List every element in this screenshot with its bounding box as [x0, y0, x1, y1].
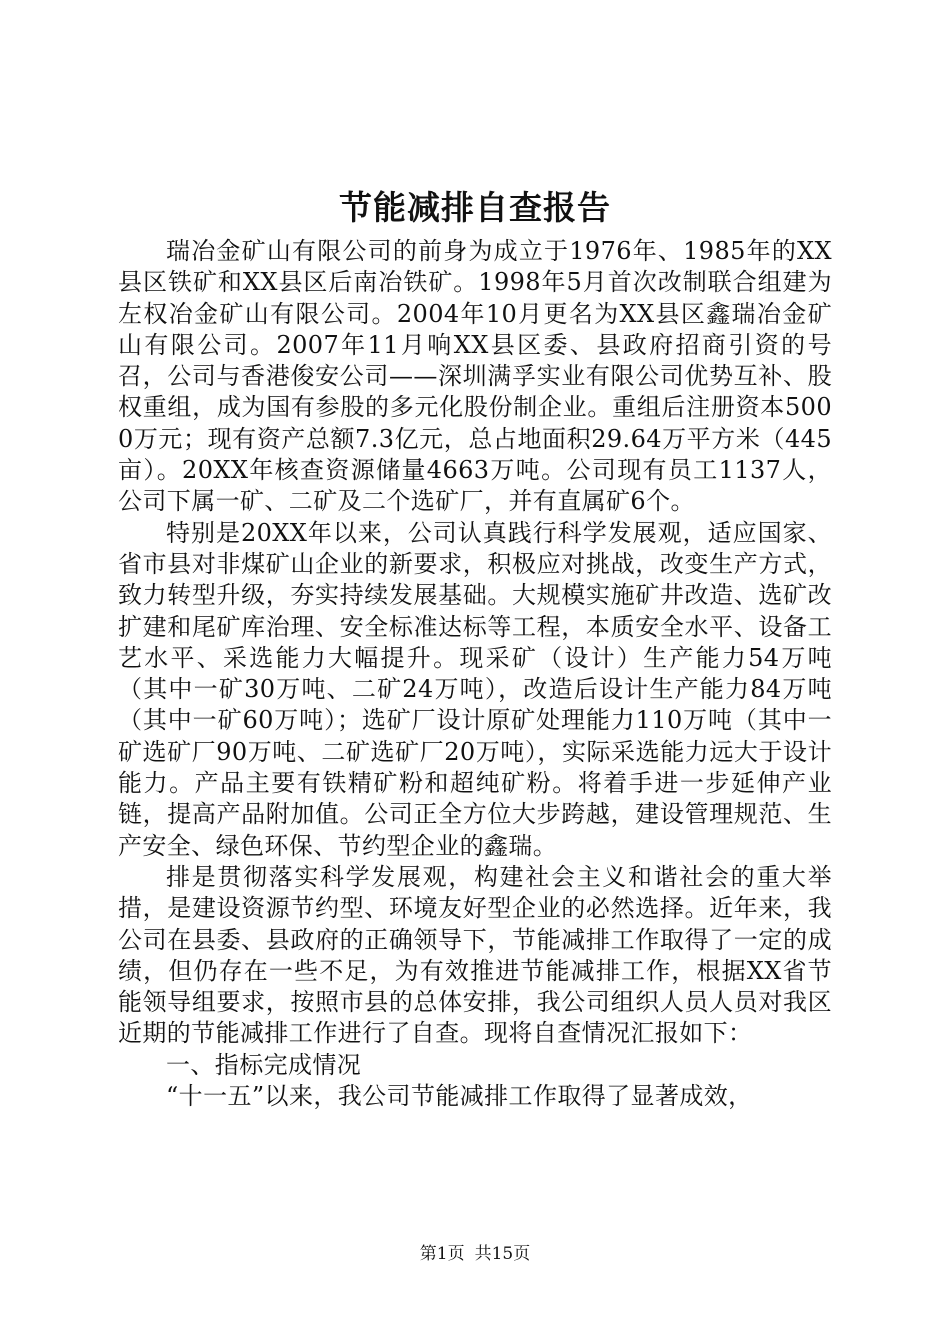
paragraph-development: 特别是20XX年以来，公司认真践行科学发展观，适应国家、省市县对非煤矿山企业的新要求，积极应对挑战，改变生产方式，致力转型升级，夯实持续发展基础。大规模实施矿井改造、选矿改扩建和尾矿库治理、安全标准达标等工程，本质安全水平、设备工艺水平、采选能力大幅提升。现采矿（设计）生产能力54万吨（其中一矿30万吨、二矿24万吨），改造后设计生产能力84万吨（其中一矿60万吨）；选矿厂设计原矿处理能力110万吨（其中一矿选矿厂90万吨、二矿选矿厂20万吨），实际采选能力远大于设计能力。产品主要有铁精矿粉和超纯矿粉。将着手进一步延伸产业链，提高产品附加值。公司正全方位大步跨越，建设管理规范、生产安全、绿色环保、节约型企业的鑫瑞。 — [118, 518, 832, 860]
total-pages: 共15页 — [474, 1244, 531, 1264]
paragraph-company-history: 瑞冶金矿山有限公司的前身为成立于1976年、1985年的XX县区铁矿和XX县区后南冶铁矿。1998年5月首次改制联合组建为左权冶金矿山有限公司。2004年10月更名为XX县区鑫瑞冶金矿山有限公司。2007年11月响XX县区委、县政府招商引资的号召，公司与香港俊安公司——深圳满孚实业有限公司优势互补、股权重组，成为国有参股的多元化股份制企业。重组后注册资本5000万元；现有资产总额7.3亿元，总占地面积29.64万平方米（445亩）。20XX年核查资源储量4663万吨。公司现有员工1137人，公司下属一矿、二矿及二个选矿厂，并有直属矿6个。 — [118, 237, 832, 516]
page-footer — [0, 1242, 950, 1266]
paragraph-energy-saving-intro: 排是贯彻落实科学发展观，构建社会主义和谐社会的重大举措，是建设资源节约型、环境友好型企业的必然选择。近年来，我公司在县委、县政府的正确领导下，节能减排工作取得了一定的成绩，但仍存在一些不足，为有效推进节能减排工作，根据XX省节能领导组要求，按照市县的总体安排，我公司组织人员人员对我区近期的节能减排工作进行了自查。现将自查情况汇报如下： — [118, 862, 832, 1048]
page-number: 第1页 — [419, 1244, 465, 1264]
paragraph-eleventh-five-year: “十一五”以来，我公司节能减排工作取得了显著成效， — [166, 1082, 753, 1111]
document-body — [118, 236, 832, 1112]
document-title: 节能减排自查报告 — [339, 188, 611, 227]
section-heading: 一、指标完成情况 — [166, 1050, 362, 1079]
